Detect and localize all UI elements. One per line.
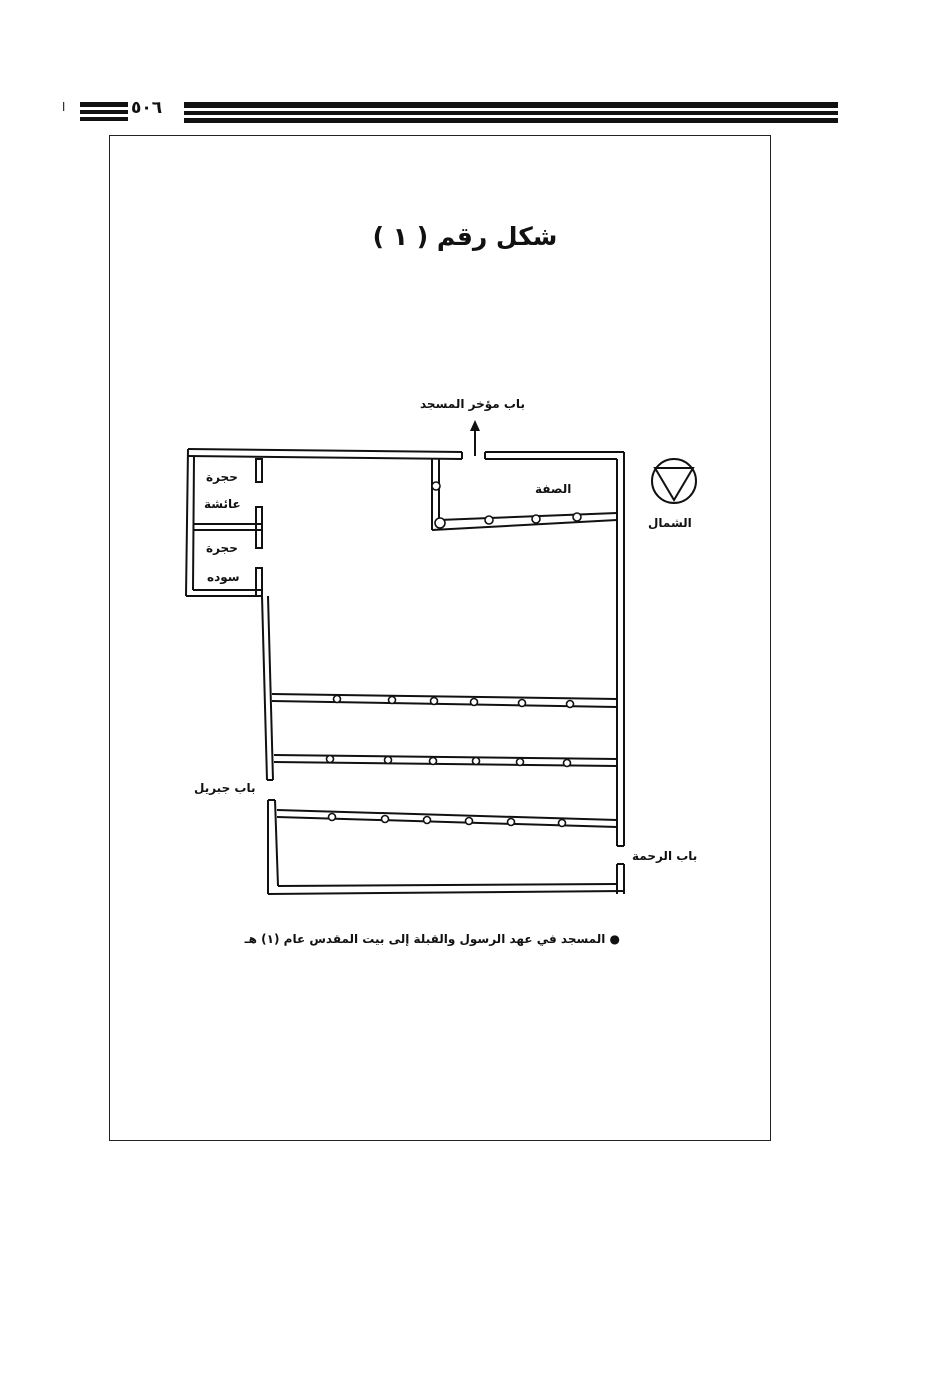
jibril-gate-label: باب جبريل <box>194 781 256 795</box>
column-marker <box>382 816 389 823</box>
north-wall-left <box>188 449 462 459</box>
sawda-room-label-2: سوده <box>207 570 240 584</box>
back-gate-arrow <box>470 420 480 456</box>
column-marker <box>424 817 431 824</box>
rahma-gate-label: باب الرحمة <box>632 849 698 863</box>
column-marker <box>334 696 341 703</box>
column-marker <box>431 698 438 705</box>
column-marker <box>473 758 480 765</box>
figure-title: شكل رقم ( ١ ) <box>372 222 558 251</box>
column-marker <box>567 701 574 708</box>
rooms-partition <box>193 524 262 530</box>
column-marker <box>430 758 437 765</box>
south-wall <box>268 884 624 894</box>
aisha-room-label-1: حجرة <box>206 470 238 484</box>
column-marker <box>485 516 493 524</box>
north-compass-icon <box>652 459 696 503</box>
east-wall-stub <box>617 864 624 894</box>
north-label: الشمال <box>648 516 692 530</box>
west-wall-lower <box>268 800 278 894</box>
aisha-room-label-2: عائشة <box>204 497 241 511</box>
column-marker <box>532 515 540 523</box>
suffa-label: الصفة <box>535 482 572 496</box>
corner-mark: ا <box>62 100 66 114</box>
suffa-enclosure <box>432 459 617 530</box>
colonnade-row-1 <box>272 694 617 707</box>
north-wall-right <box>485 452 624 459</box>
figure-caption: ● المسجد في عهد الرسول والقبلة إلى بيت المقدس عام (١) هـ <box>244 932 620 946</box>
column-marker <box>471 699 478 706</box>
page-number: ٥٠٦ <box>131 98 163 118</box>
column-marker <box>389 697 396 704</box>
column-marker <box>435 518 445 528</box>
column-marker <box>385 757 392 764</box>
column-marker <box>573 513 581 521</box>
column-marker <box>432 482 440 490</box>
column-marker <box>329 814 336 821</box>
west-wall-upper <box>262 596 273 780</box>
column-marker <box>508 819 515 826</box>
column-marker <box>519 700 526 707</box>
sawda-room-label-1: حجرة <box>206 541 238 555</box>
column-marker <box>327 756 334 763</box>
column-marker <box>564 760 571 767</box>
column-marker <box>517 759 524 766</box>
rooms-inner-wall <box>256 459 262 596</box>
column-marker <box>559 820 566 827</box>
back-gate-label: باب مؤخر المسجد <box>420 397 525 411</box>
east-wall <box>617 452 624 846</box>
column-marker <box>466 818 473 825</box>
